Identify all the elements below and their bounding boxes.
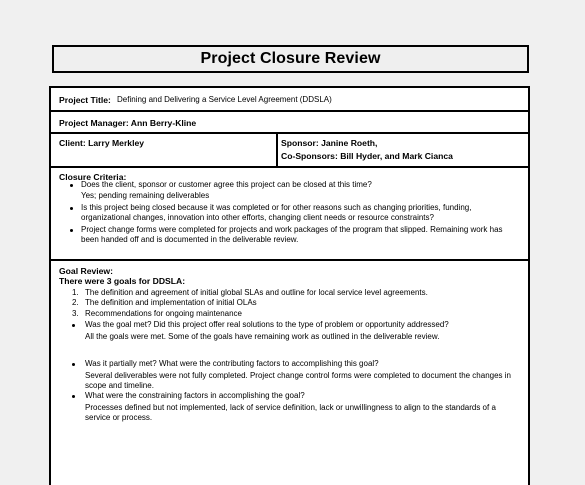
closure-review-form (49, 86, 530, 485)
goal-answer-2-line-2: scope and timeline. (85, 381, 154, 390)
sponsor: Sponsor: Janine Roeth, (281, 138, 378, 148)
goal-number: 2. (72, 298, 79, 307)
project-manager: Project Manager: Ann Berry-Kline (59, 118, 197, 128)
project-manager-row (51, 112, 528, 134)
client-cell (51, 134, 278, 166)
closure-question-2-line-1: Is this project being closed because it was completed or for other reasons such as changing priorities, funding, (81, 203, 472, 212)
bullet-icon (72, 324, 75, 327)
sponsor-cell (278, 134, 528, 166)
closure-answer-1: Yes; pending remaining deliverables (81, 191, 210, 200)
goal-question-3: What were the constraining factors in accomplishing the goal? (85, 391, 305, 400)
co-sponsors: Co-Sponsors: Bill Hyder, and Mark Cianca (281, 151, 453, 161)
goal-review-section (51, 261, 528, 461)
goal-answer-2-line-1: Several deliverables were not fully completed. Project change control forms were completed to document the changes in (85, 371, 512, 380)
bullet-icon (70, 207, 73, 210)
goal-question-1: Was the goal met? Did this project offer real solutions to the type of problem or opportunity addressed? (85, 320, 449, 329)
closure-question-1: Does the client, sponsor or customer agree this project can be closed at this time? (81, 180, 372, 189)
bullet-icon (72, 395, 75, 398)
closure-criteria-heading: Closure Criteria: (59, 172, 127, 182)
goal-text: The definition and agreement of initial global SLAs and outline for local service level agreements. (85, 288, 428, 297)
document-title-box (52, 45, 529, 73)
document-title: Project Closure Review (200, 50, 381, 67)
bullet-icon (70, 184, 73, 187)
closure-question-3-line-2: been handed off and is documented in the deliverable review. (81, 235, 299, 244)
goal-question-2: Was it partially met? What were the contributing factors to accomplishing this goal? (85, 359, 379, 368)
closure-criteria-section (51, 168, 528, 261)
project-title-row (51, 88, 528, 112)
bullet-icon (70, 229, 73, 232)
goal-answer-1: All the goals were met. Some of the goals have remaining work as outlined in the deliverable review. (85, 332, 440, 341)
project-title-value: Defining and Delivering a Service Level Agreement (DDSLA) (117, 95, 332, 104)
goal-review-heading: Goal Review: (59, 266, 113, 276)
closure-question-2-line-2: organizational changes, innovation into other efforts, changing client needs or resource constraints? (81, 213, 434, 222)
goal-number: 1. (72, 288, 79, 297)
client: Client: Larry Merkley (59, 138, 145, 148)
goal-answer-3-line-2: service or process. (85, 413, 153, 422)
client-sponsor-row (51, 134, 528, 168)
goal-text: Recommendations for ongoing maintenance (85, 309, 242, 318)
goal-review-subheading: There were 3 goals for DDSLA: (59, 276, 186, 286)
goal-answer-3-line-1: Processes defined but not implemented, lack of service definition, lack or unwillingness to align to the standards of a (85, 403, 496, 412)
project-title-label: Project Title: (59, 95, 111, 105)
goal-text: The definition and implementation of initial OLAs (85, 298, 257, 307)
closure-question-3-line-1: Project change forms were completed for projects and work packages of the program that slipped. Remaining work has (81, 225, 503, 234)
goal-number: 3. (72, 309, 79, 318)
bullet-icon (72, 363, 75, 366)
